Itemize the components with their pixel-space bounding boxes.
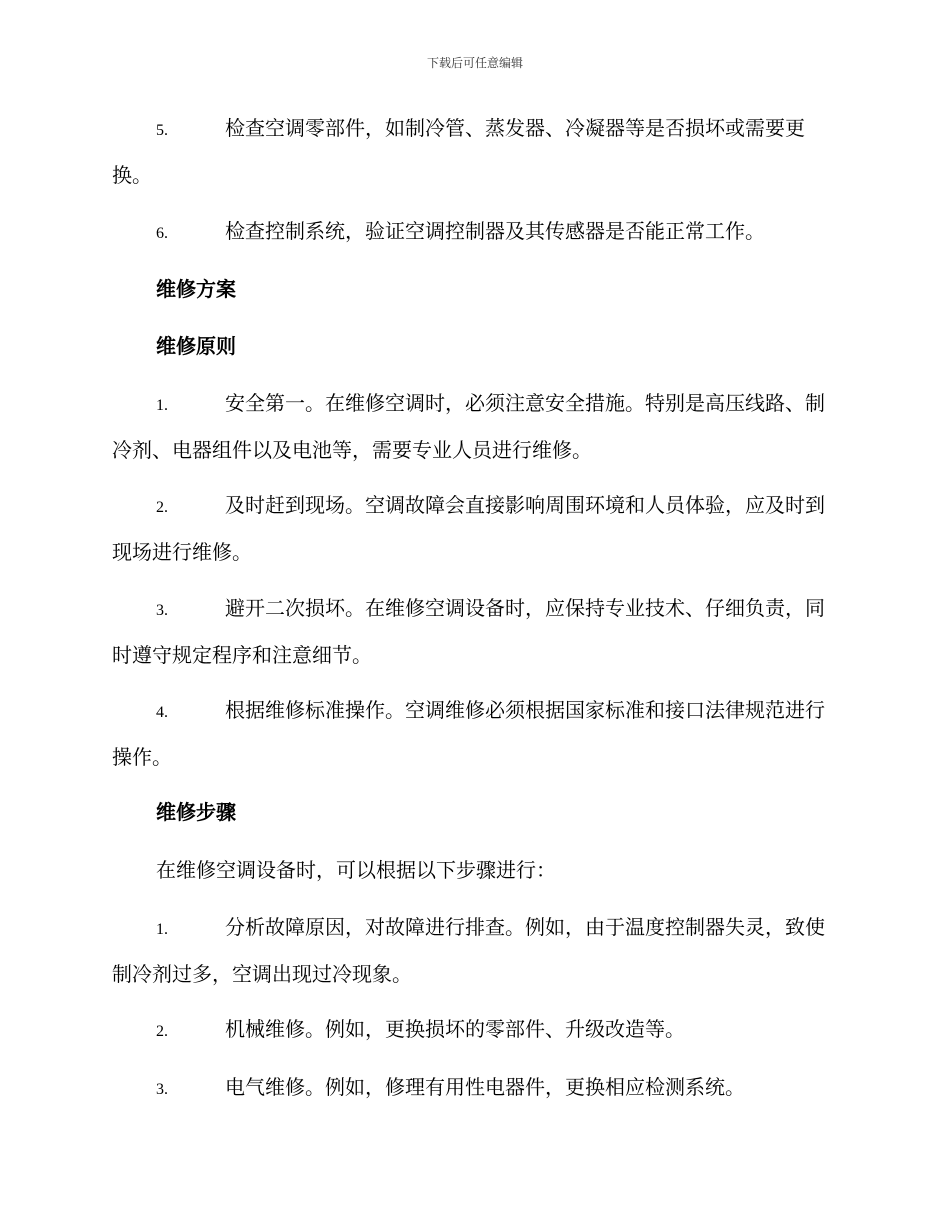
list-number: 5. [156, 122, 168, 139]
list-text: 根据维修标准操作。空调维修必须根据国家标准和接口法律规范进行操作。 [112, 698, 825, 769]
steps-intro: 在维修空调设备时，可以根据以下步骤进行： [156, 858, 556, 882]
list-number: 3. [156, 1081, 168, 1098]
list-text: 检查控制系统，验证空调控制器及其传感器是否能正常工作。 [225, 219, 765, 243]
list-number: 1. [156, 921, 168, 938]
list-number: 2. [156, 1023, 168, 1040]
list-text: 及时赶到现场。空调故障会直接影响周围环境和人员体验，应及时到现场进行维修。 [112, 493, 825, 564]
list-number: 6. [156, 225, 168, 242]
list-number: 4. [156, 704, 168, 721]
list-item [112, 586, 834, 677]
page-header: 下载后可任意编辑 [426, 56, 523, 70]
list-item [112, 381, 834, 472]
list-text: 检查空调零部件，如制冷管、蒸发器、冷凝器等是否损坏或需要更换。 [112, 116, 805, 187]
list-item [112, 483, 834, 574]
list-item [112, 209, 834, 256]
list-item [112, 1065, 834, 1112]
list-text: 电气维修。例如，修理有用性电器件，更换相应检测系统。 [225, 1075, 745, 1099]
list-text: 机械维修。例如，更换损坏的零部件、升级改造等。 [225, 1017, 685, 1041]
subsection-heading: 维修原则 [156, 334, 236, 358]
list-number: 1. [156, 397, 168, 414]
list-item [112, 905, 834, 996]
list-text: 分析故障原因，对故障进行排查。例如，由于温度控制器失灵，致使制冷剂过多，空调出现过冷现象。 [112, 915, 825, 986]
section-heading: 维修方案 [156, 277, 236, 301]
subsection-heading: 维修步骤 [156, 800, 236, 824]
list-number: 3. [156, 602, 168, 619]
list-text: 安全第一。在维修空调时，必须注意安全措施。特别是高压线路、制冷剂、电器组件以及电池等，需要专业人员进行维修。 [112, 391, 825, 462]
list-item [112, 1007, 834, 1054]
list-item [112, 688, 834, 779]
list-text: 避开二次损坏。在维修空调设备时，应保持专业技术、仔细负责，同时遵守规定程序和注意细节。 [112, 596, 825, 667]
list-number: 2. [156, 499, 168, 516]
list-item [112, 106, 834, 197]
